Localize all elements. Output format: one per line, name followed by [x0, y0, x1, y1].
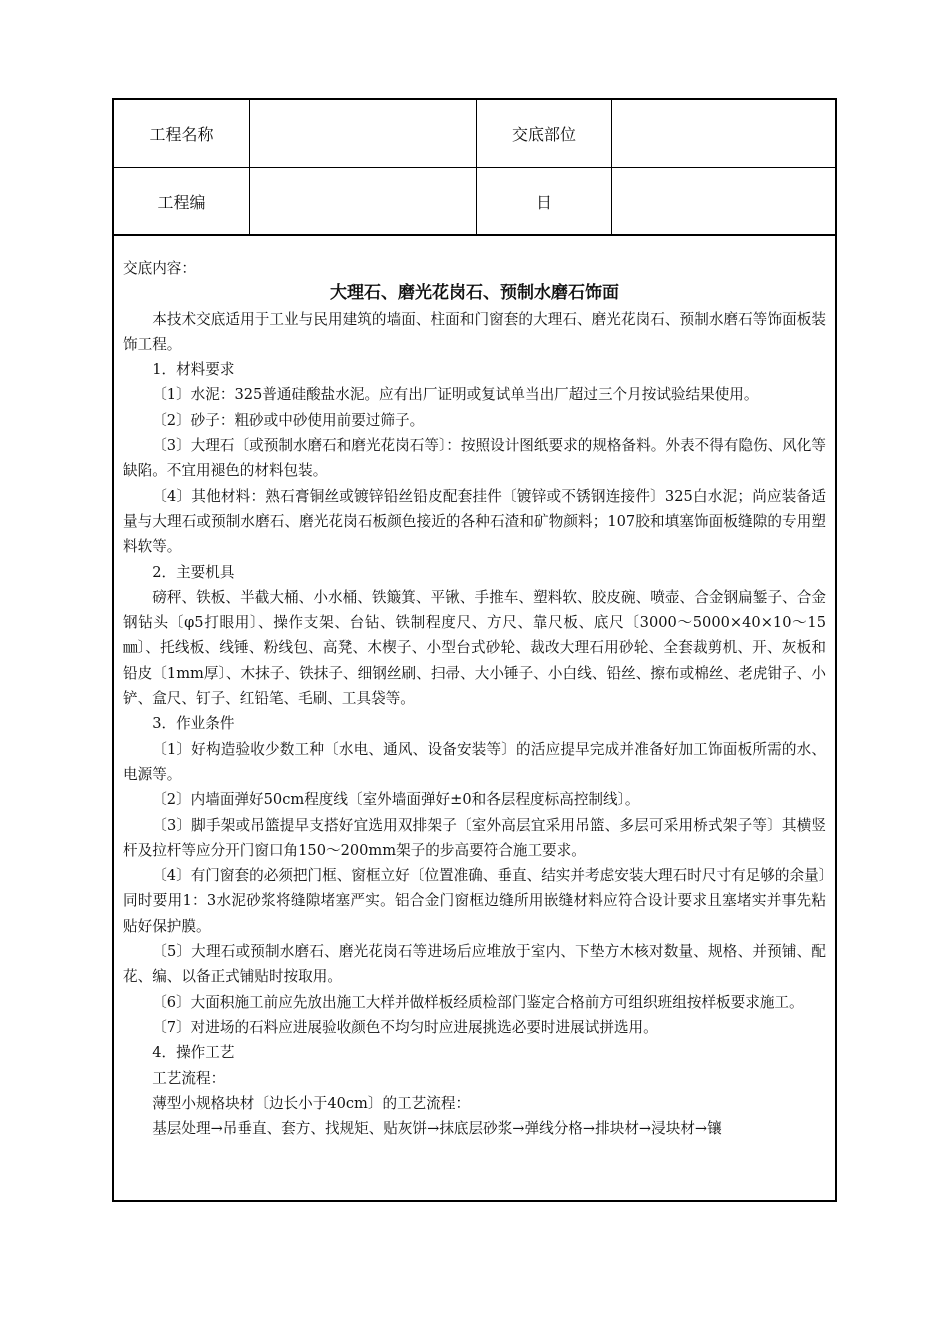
paragraph: 〔5〕大理石或预制水磨石、磨光花岗石等进场后应堆放于室内、下垫方木核对数量、规格、并预铺、配花、编、以备正式铺贴时按取用。 — [123, 943, 826, 986]
section-heading: 1．材料要求 — [152, 361, 235, 379]
paragraph: 〔7〕对进场的石料应进展验收颜色不均匀时应进展挑选必要时进展试拼选用。 — [152, 1018, 658, 1036]
project-name-label: 工程名称 — [114, 100, 250, 167]
header-row-1 — [114, 100, 835, 168]
content-label: 交底内容： — [123, 260, 196, 277]
paragraph: 〔3〕脚手架或吊篮提早支搭好宜选用双排架子〔室外高层宜采用吊篮、多层可采用桥式架子等〕其横竖杆及拉杆等应分开门窗口角150～200mm架子的步高要符合施工要求。 — [123, 816, 826, 859]
paragraph: 〔4〕其他材料：熟石膏铜丝或镀锌铅丝铅皮配套挂件〔镀锌或不锈钢连接件〕325白水泥；尚应装备适量与大理石或预制水磨石、磨光花岗石板颜色接近的各种石渣和矿物颜料；107胶和填塞饰面板缝隙的专用塑料软等。 — [123, 487, 826, 556]
paragraph: 〔6〕大面积施工前应先放出施工大样并做样板经质检部门鉴定合格前方可组织班组按样板要求施工。 — [152, 993, 804, 1011]
section-heading: 2．主要机具 — [152, 563, 235, 581]
section-heading: 4．操作工艺 — [152, 1044, 235, 1062]
date-label: 日 — [477, 168, 612, 234]
paragraph: 基层处理→吊垂直、套方、找规矩、贴灰饼→抹底层砂浆→弹线分格→排块材→浸块材→镶 — [152, 1120, 722, 1138]
header-row-2 — [114, 168, 835, 236]
paragraph: 本技术交底适用于工业与民用建筑的墙面、柱面和门窗套的大理石、磨光花岗石、预制水磨石等饰面板装饰工程。 — [123, 310, 826, 353]
date-value[interactable] — [612, 168, 835, 234]
paragraph: 〔4〕有门窗套的必须把门框、窗框立好〔位置准确、垂直、结实并考虑安装大理石时尺寸有足够的余量〕同时要用1：3水泥砂浆将缝隙堵塞严实。铝合金门窗框边缝所用嵌缝材料应符合设计要求且塞堵实并事先粘贴好保护膜。 — [123, 867, 826, 935]
section-heading: 3．作业条件 — [152, 715, 235, 733]
paragraph: 〔2〕内墙面弹好50cm程度线〔室外墙面弹好±0和各层程度标高控制线〕。 — [152, 791, 640, 809]
disclosure-form — [112, 98, 837, 1202]
location-value[interactable] — [612, 100, 835, 167]
paragraph: 〔1〕好构造验收少数工种〔水电、通风、设备安装等〕的活应提早完成并准备好加工饰面板所需的水、电源等。 — [123, 740, 826, 783]
paragraph: 〔1〕水泥：325普通硅酸盐水泥。应有出厂证明或复试单当出厂超过三个月按试验结果使用。 — [152, 386, 759, 404]
project-no-label: 工程编 — [114, 168, 250, 234]
content-section — [114, 236, 835, 1141]
project-no-value[interactable] — [250, 168, 477, 234]
paragraph: 磅秤、铁板、半截大桶、小水桶、铁簸箕、平锹、手推车、塑料软、胶皮碗、喷壶、合金钢扁錾子、合金钢钻头〔φ5打眼用〕、操作支架、台钻、铁制程度尺、方尺、靠尺板、底尺〔3000～5000×40×10～15㎜〕、托线板、线锤、粉线包、高凳、木楔子、小型台式砂轮、裁改大理石用砂轮、全套裁剪机、开、灰板和铅皮〔1mm厚〕、木抹子、铁抹子、细钢丝刷、扫帚、大小锤子、小白线、铅丝、擦布或棉丝、老虎钳子、小铲、盒尺、钉子、红铅笔、毛刷、工具袋等。 — [123, 588, 826, 708]
location-label: 交底部位 — [477, 100, 612, 167]
document-title: 大理石、磨光花岗石、预制水磨石饰面 — [330, 283, 619, 304]
paragraph: 〔2〕砂子：粗砂或中砂使用前要过筛子。 — [152, 411, 425, 429]
paragraph: 薄型小规格块材〔边长小于40cm〕的工艺流程： — [152, 1094, 471, 1112]
project-name-value[interactable] — [250, 100, 477, 167]
paragraph: 工艺流程： — [152, 1069, 226, 1087]
paragraph: 〔3〕大理石〔或预制水磨石和磨光花岗石等〕：按照设计图纸要求的规格备料。外表不得有隐伤、风化等缺陷。不宜用褪色的材料包装。 — [123, 437, 826, 480]
